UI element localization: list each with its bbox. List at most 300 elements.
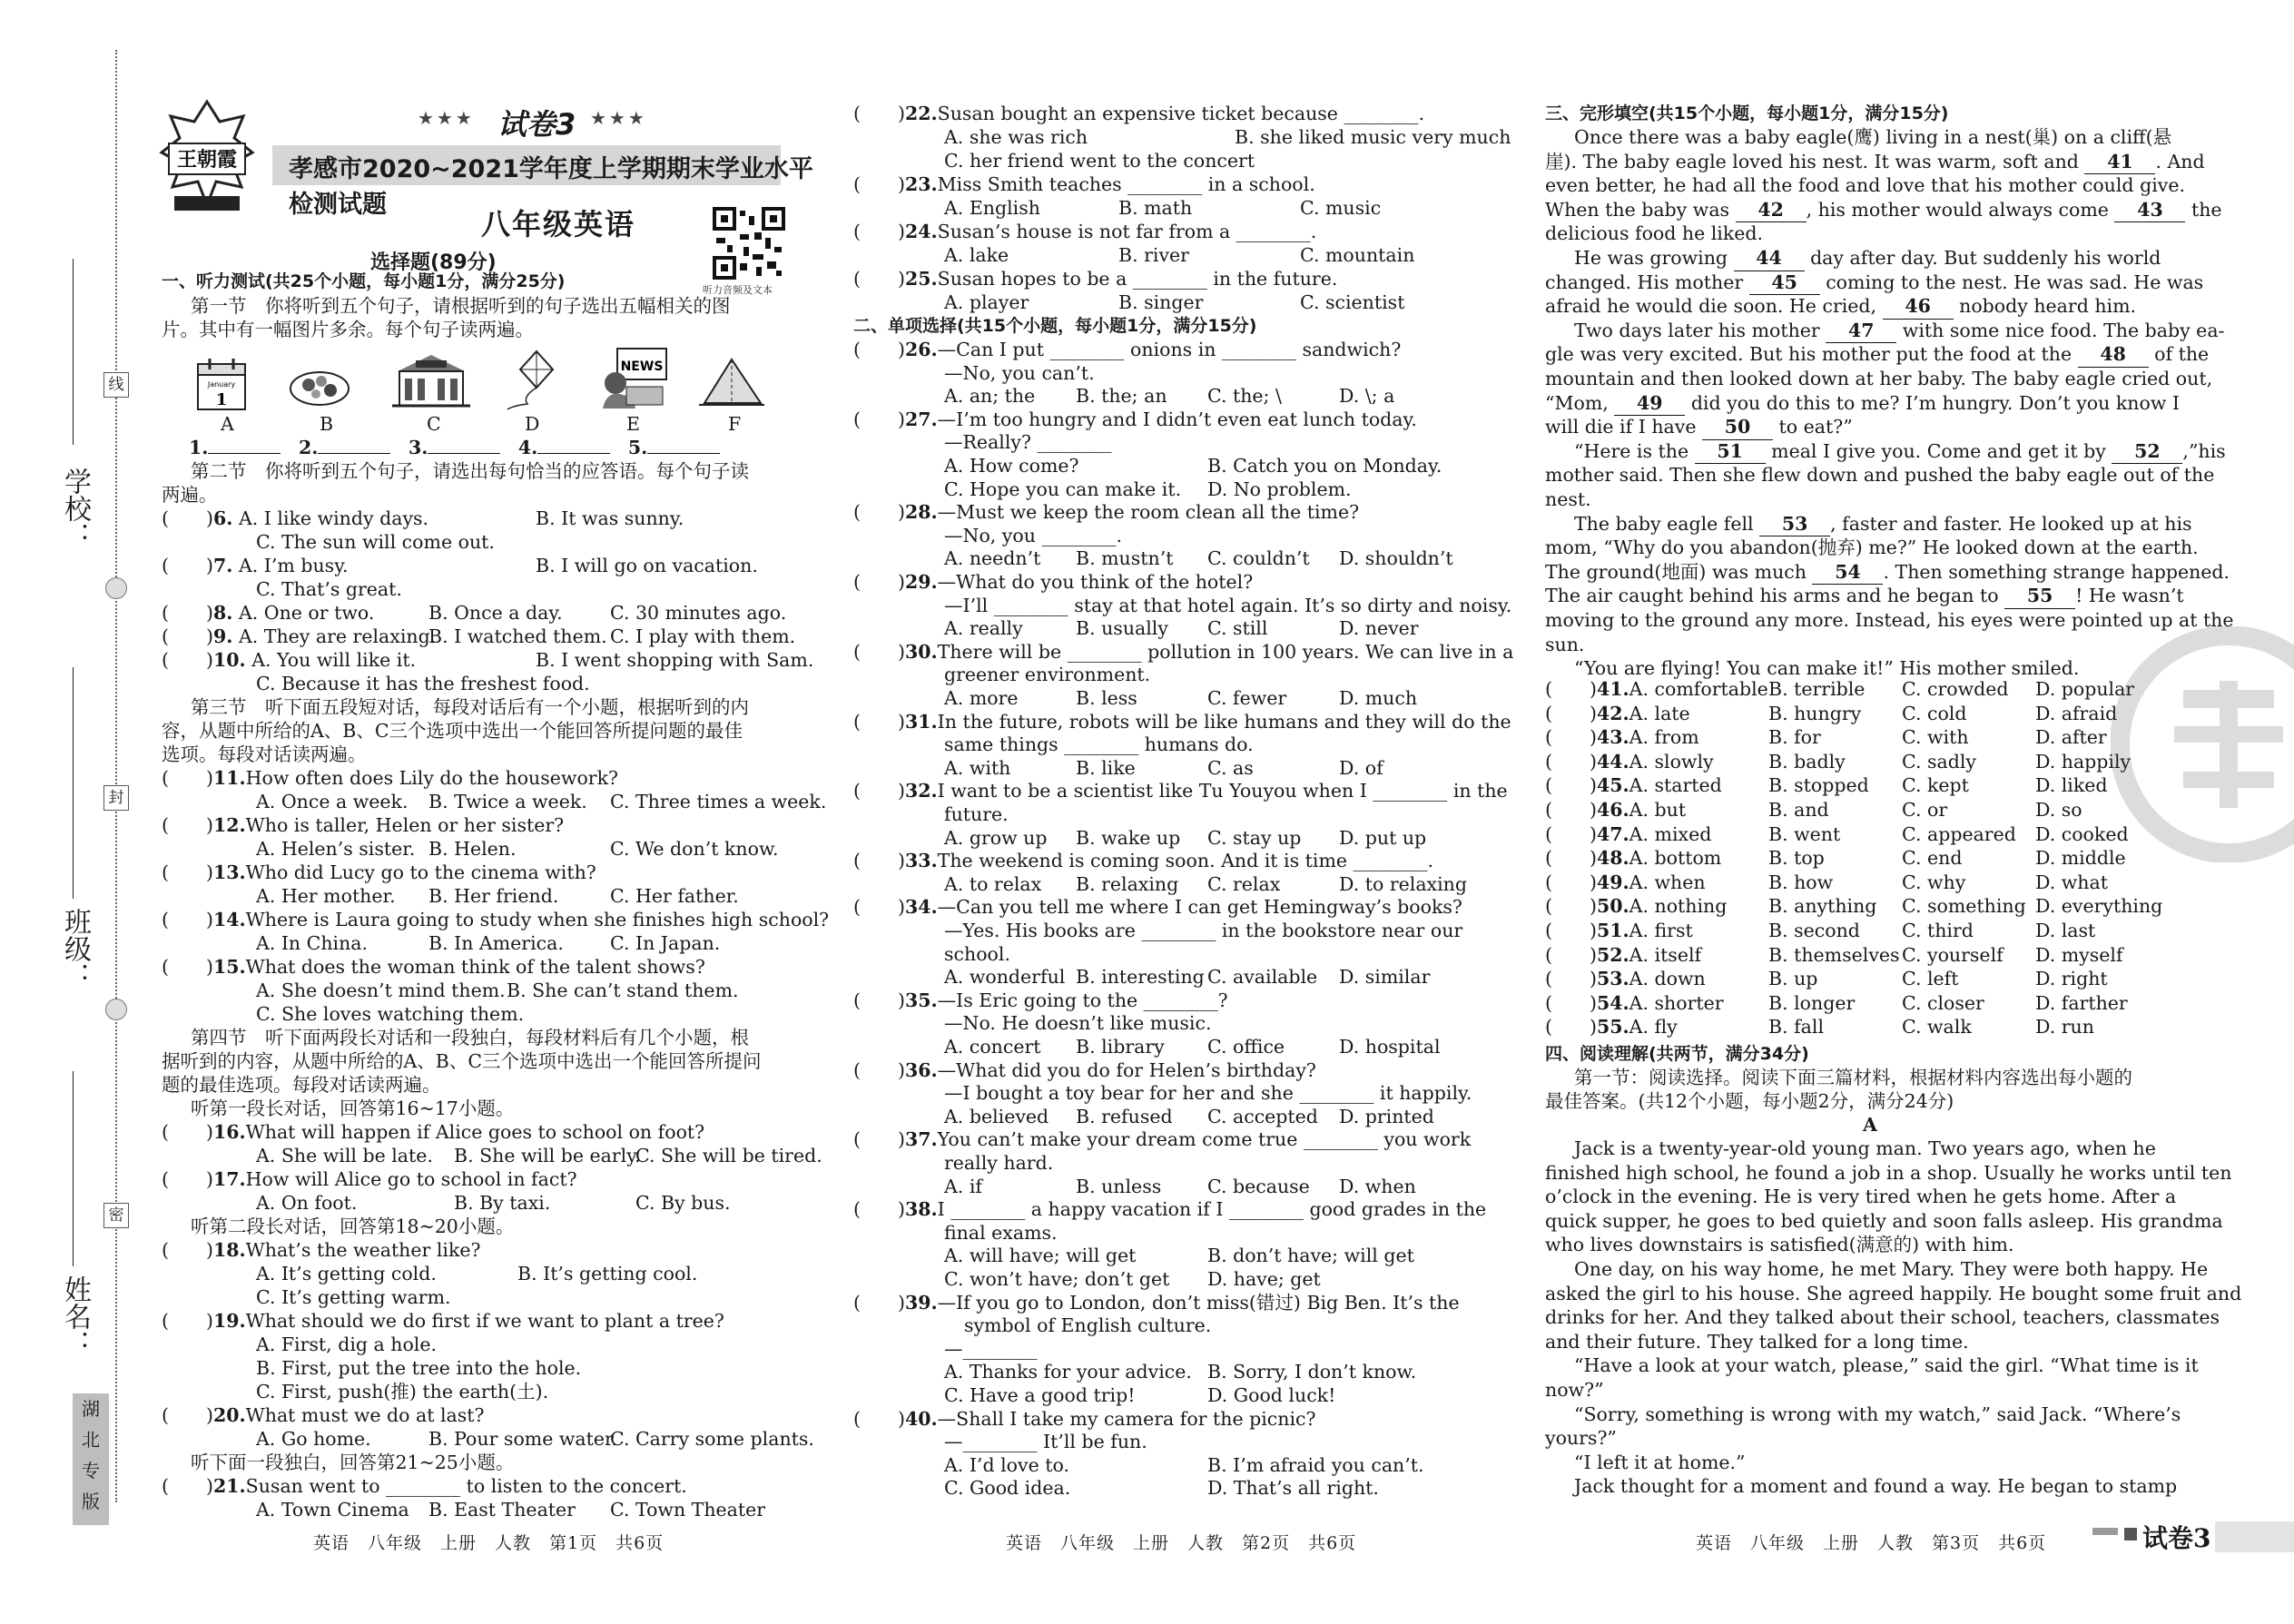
q30-option-c[interactable]: C. fewer [1207, 687, 1287, 709]
cloze-blank-53[interactable]: 53 [1759, 513, 1830, 537]
q16-option-c[interactable]: C. She will be tired. [635, 1145, 822, 1166]
cloze-q46-option-b[interactable]: B. and [1768, 799, 1829, 821]
cloze-line: delicious food he liked. [1545, 222, 1764, 245]
q20-option-b[interactable]: B. Pour some water. [428, 1428, 618, 1450]
q38-option-a[interactable]: A. will have; will get [944, 1245, 1137, 1267]
q32-option-c[interactable]: C. stay up [1207, 826, 1302, 849]
q35-option-d[interactable]: D. hospital [1339, 1036, 1441, 1058]
cloze-q41-option-b[interactable]: B. terrible [1768, 678, 1866, 700]
sec2-intro-2: 两遍。 [162, 484, 218, 506]
answer-blank[interactable] [318, 453, 390, 454]
q26-option-c[interactable]: C. the; \ [1207, 385, 1282, 408]
cloze-q43-option-c[interactable]: C. with [1902, 726, 1969, 749]
cloze-question-42: ( )42.A. late [1545, 702, 1690, 724]
cloze-q51-option-c[interactable]: C. third [1902, 920, 1974, 941]
q9-option-c[interactable]: C. I play with them. [610, 625, 796, 647]
footer-grey-bar [2215, 1521, 2294, 1552]
q8-option-c[interactable]: C. 30 minutes ago. [610, 602, 787, 624]
name-field[interactable] [73, 1071, 74, 1266]
binding-strip [0, 0, 124, 1624]
cloze-line: The ground(地面) was much 54 . Then something strange happened. [1545, 561, 2230, 586]
binding-hole-icon [105, 577, 127, 599]
q7-option-b[interactable]: B. I will go on vacation. [536, 555, 758, 576]
question-36-line: —I bought a toy bear for her and she ________ it happily. [944, 1082, 1472, 1105]
q29-option-c[interactable]: C. still [1207, 617, 1268, 640]
q13-option-a[interactable]: A. Her mother. [256, 885, 396, 907]
q13-option-c[interactable]: C. Her father. [610, 885, 739, 907]
pic-letter-f: F [728, 413, 742, 435]
cloze-q41-option-d[interactable]: D. popular [2035, 678, 2135, 700]
q24-option-b[interactable]: B. river [1118, 244, 1189, 266]
q20-option-a[interactable]: A. Go home. [256, 1428, 371, 1450]
q18-option-a[interactable]: A. It’s getting cold. [256, 1263, 437, 1284]
brand-logo [156, 98, 258, 223]
passage-line: drinks for her. And they talked about their school, teachers, classmates [1545, 1306, 2220, 1329]
question-19: ( )19.What should we do first if we want to plant a tree? [162, 1310, 724, 1332]
cloze-q46-option-c[interactable]: C. or [1902, 799, 1948, 821]
cloze-blank-41[interactable]: 41 [2084, 151, 2155, 175]
part4-intro-2: 最佳答案。(共12个小题，每小题2分，满分24分) [1545, 1090, 1954, 1112]
q16-option-a[interactable]: A. She will be late. [256, 1145, 433, 1166]
paper-number: 试卷3 [497, 107, 576, 142]
monologue-note: 听下面一段独白，回答第21~25小题。 [191, 1452, 515, 1473]
cloze-q43-option-d[interactable]: D. after [2035, 726, 2107, 749]
question-35-line: —No. He doesn’t like music. [944, 1012, 1212, 1035]
q31-option-b[interactable]: B. like [1076, 756, 1136, 779]
cloze-blank-46[interactable]: 46 [1883, 295, 1954, 320]
cloze-question-52: ( )52.A. itself [1545, 943, 1702, 966]
q22-option-b[interactable]: B. she liked music very much [1235, 126, 1511, 148]
q32-option-b[interactable]: B. wake up [1076, 826, 1181, 849]
pic-letter-b: B [320, 413, 334, 435]
cloze-question-53: ( )53.A. down [1545, 968, 1706, 990]
cloze-q44-option-b[interactable]: B. badly [1768, 750, 1846, 773]
q15-option-a[interactable]: A. She doesn’t mind them. [256, 979, 506, 1001]
question-6: ( )6. A. I like windy days. [162, 507, 429, 529]
cloze-q48-option-d[interactable]: D. middle [2035, 847, 2126, 870]
q12-option-b[interactable]: B. Helen. [428, 838, 517, 860]
question-36: ( )36.—What did you do for Helen’s birthday? [853, 1058, 1316, 1081]
q38-option-d[interactable]: D. have; get [1207, 1268, 1321, 1290]
question-40: ( )40.—Shall I take my camera for the picnic? [853, 1407, 1316, 1430]
q24-option-a[interactable]: A. lake [944, 244, 1009, 266]
cloze-blank-47[interactable]: 47 [1826, 320, 1896, 344]
cloze-line: “You are flying! You can make it!” His mother smiled. [1574, 657, 2080, 680]
q21-option-b[interactable]: B. East Theater [428, 1499, 576, 1521]
q23-option-b[interactable]: B. math [1118, 197, 1193, 219]
q28-option-c[interactable]: C. couldn’t [1207, 547, 1310, 570]
q32-option-a[interactable]: A. grow up [944, 826, 1048, 849]
q21-option-c[interactable]: C. Town Theater [610, 1499, 766, 1521]
q14-option-b[interactable]: B. In America. [428, 932, 564, 954]
cloze-q55-option-c[interactable]: C. walk [1902, 1016, 1972, 1038]
question-39-line: —________ [944, 1337, 1038, 1360]
q15-option-c[interactable]: C. She loves watching them. [256, 1003, 525, 1025]
cloze-line: The air caught behind his arms and he began to 55 ! He wasn’t [1545, 585, 2184, 609]
footer-page-1: 英语 八年级 上册 人教 第1页 共6页 [313, 1533, 665, 1553]
cloze-question-51: ( )51.A. first [1545, 920, 1693, 941]
svg-text:王朝霞: 王朝霞 [176, 148, 238, 172]
cloze-q42-option-c[interactable]: C. cold [1902, 702, 1967, 724]
q16-option-b[interactable]: B. She will be early. [454, 1145, 641, 1166]
q32-option-d[interactable]: D. put up [1339, 826, 1427, 849]
cloze-question-45: ( )45.A. started [1545, 774, 1722, 797]
q35-option-a[interactable]: A. concert [944, 1036, 1041, 1058]
cloze-q46-option-d[interactable]: D. so [2035, 799, 2082, 821]
cloze-q47-option-d[interactable]: D. cooked [2035, 822, 2129, 845]
question-29-line: —I’ll ________ stay at that hotel again. It’s so dirty and noisy. [944, 594, 1512, 616]
cloze-question-55: ( )55.A. fly [1545, 1016, 1678, 1038]
cloze-q50-option-b[interactable]: B. anything [1768, 895, 1877, 918]
cloze-blank-42[interactable]: 42 [1736, 199, 1807, 223]
passage-line: “Have a look at your watch, please,” said the girl. “What time is it [1574, 1354, 2199, 1377]
cloze-q48-option-b[interactable]: B. top [1768, 847, 1825, 870]
question-33: ( )33.The weekend is coming soon. And it is time ________. [853, 850, 1434, 872]
cloze-blank-51[interactable]: 51 [1695, 440, 1766, 465]
passage-line: o’clock in the evening. He is very tired when he gets home. After a [1545, 1186, 2177, 1208]
q9-option-b[interactable]: B. I watched them. [428, 625, 607, 647]
cloze-line: Once there was a baby eagle(鹰) living in a nest(巢) on a cliff(悬 [1574, 126, 2172, 148]
q39-option-d[interactable]: D. Good luck! [1207, 1384, 1336, 1406]
q17-option-a[interactable]: A. On foot. [256, 1192, 358, 1214]
cloze-q50-option-c[interactable]: C. something [1902, 895, 2026, 918]
q18-option-c[interactable]: C. It’s getting warm. [256, 1286, 451, 1308]
q33-option-b[interactable]: B. relaxing [1076, 872, 1179, 895]
class-label: 班级： [59, 908, 91, 989]
cloze-blank-50[interactable]: 50 [1702, 416, 1773, 440]
sec3-intro-1: 第三节 听下面五段短对话，每段对话后有一个小题，根据听到的内 [191, 696, 749, 718]
q40-option-c[interactable]: C. Good idea. [944, 1477, 1071, 1500]
q39-option-c[interactable]: C. Have a good trip! [944, 1384, 1136, 1406]
cloze-q50-option-d[interactable]: D. everything [2035, 895, 2163, 918]
cloze-q54-option-b[interactable]: B. longer [1768, 991, 1856, 1014]
pic-letter-e: E [626, 413, 640, 435]
subject-title: 八年级英语 [481, 207, 636, 241]
passage-line: asked the girl to his house. She agreed happily. He bought some fruit and [1545, 1282, 2242, 1304]
cloze-line: will die if I have 50 to eat?” [1545, 416, 1853, 440]
q26-option-d[interactable]: D. \; a [1339, 385, 1395, 408]
cloze-blank-54[interactable]: 54 [1812, 561, 1883, 586]
q39-option-b[interactable]: B. Sorry, I don’t know. [1207, 1361, 1417, 1383]
qr-caption: 听力音频及文本 [703, 284, 773, 296]
q40-option-b[interactable]: B. I’m afraid you can’t. [1207, 1453, 1424, 1476]
q31-option-a[interactable]: A. with [944, 756, 1011, 779]
cloze-question-43: ( )43.A. from [1545, 726, 1699, 749]
q34-option-a[interactable]: A. wonderful [944, 966, 1066, 989]
cloze-q42-option-d[interactable]: D. afraid [2035, 702, 2118, 724]
answer-blank[interactable] [537, 453, 610, 454]
part4-title: 四、阅读理解(共两节，满分34分) [1545, 1044, 1809, 1064]
q22-option-c[interactable]: C. her friend went to the concert [944, 150, 1255, 172]
cloze-q47-option-b[interactable]: B. went [1768, 822, 1841, 845]
newspaper-picture [599, 347, 668, 410]
cloze-q52-option-b[interactable]: B. themselves [1768, 943, 1900, 966]
question-34: ( )34.—Can you tell me where I can get Hemingway’s books? [853, 896, 1462, 919]
footer-deco [2124, 1528, 2137, 1540]
q27-option-b[interactable]: B. Catch you on Monday. [1207, 455, 1442, 477]
sec4-intro-1: 第四节 听下面两段长对话和一段独白，每段材料后有几个小题，根 [191, 1027, 749, 1048]
q11-option-c[interactable]: C. Three times a week. [610, 791, 827, 812]
cloze-q55-option-d[interactable]: D. run [2035, 1016, 2094, 1038]
cloze-blank-49[interactable]: 49 [1614, 392, 1685, 417]
q36-option-b[interactable]: B. refused [1076, 1105, 1173, 1127]
question-11: ( )11.How often does Lily do the housework? [162, 767, 619, 789]
q37-option-a[interactable]: A. if [944, 1175, 982, 1197]
question-27-line: —Really? ________ [944, 431, 1112, 454]
q37-option-d[interactable]: D. when [1339, 1175, 1416, 1197]
q11-option-a[interactable]: A. Once a week. [256, 791, 409, 812]
q11-option-b[interactable]: B. Twice a week. [428, 791, 587, 812]
cloze-q49-option-c[interactable]: C. why [1902, 871, 1966, 893]
dialogue-2-note: 听第二段长对话，回答第18~20小题。 [191, 1216, 515, 1237]
part4-intro-1: 第一节：阅读选择。阅读下面三篇材料，根据材料内容选出每小题的 [1574, 1067, 2132, 1088]
q37-option-b[interactable]: B. unless [1076, 1175, 1162, 1197]
svg-text:NEWS: NEWS [620, 359, 664, 374]
q23-option-a[interactable]: A. English [944, 197, 1040, 219]
cloze-question-50: ( )50.A. nothing [1545, 895, 1728, 918]
cloze-q41-option-c[interactable]: C. crowded [1902, 678, 2009, 700]
q22-option-a[interactable]: A. she was rich [944, 126, 1088, 148]
cloze-question-44: ( )44.A. slowly [1545, 750, 1714, 773]
cloze-q48-option-c[interactable]: C. end [1902, 847, 1963, 870]
cloze-blank-52[interactable]: 52 [2112, 440, 2182, 465]
cloze-blank-44[interactable]: 44 [1734, 247, 1805, 271]
q38-option-c[interactable]: C. won’t have; don’t get [944, 1268, 1170, 1290]
cloze-question-54: ( )54.A. shorter [1545, 991, 1724, 1014]
pic-letter-d: D [525, 413, 540, 435]
province-badge: 湖 北 专 版 [73, 1393, 109, 1525]
cloze-q53-option-c[interactable]: C. left [1902, 968, 1959, 990]
q10-option-b[interactable]: B. I went shopping with Sam. [536, 649, 814, 671]
q29-option-b[interactable]: B. usually [1076, 617, 1168, 640]
cloze-q49-option-b[interactable]: B. how [1768, 871, 1834, 893]
question-29: ( )29.—What do you think of the hotel? [853, 571, 1254, 593]
question-32: ( )32.I want to be a scientist like Tu Youyou when I ________ in the [853, 780, 1508, 802]
question-26: ( )26.—Can I put ________ onions in ________ sandwich? [853, 339, 1402, 360]
passage-line: finished high school, he found a job in a shop. Usually he works until ten [1545, 1161, 2232, 1184]
q40-option-a[interactable]: A. I’d love to. [944, 1453, 1069, 1476]
q27-option-c[interactable]: C. Hope you can make it. [944, 477, 1182, 500]
answer-blank[interactable] [208, 453, 281, 454]
seal-dotted-line [115, 50, 117, 1502]
q34-option-b[interactable]: B. interesting [1076, 966, 1205, 989]
food-plate-picture [289, 361, 350, 408]
school-field[interactable] [73, 259, 74, 445]
seal-char-3: 密 [103, 1203, 129, 1228]
paper-stars-left: ★★★ [418, 107, 475, 129]
q14-option-c[interactable]: C. In Japan. [610, 932, 721, 954]
q25-option-c[interactable]: C. scientist [1300, 291, 1405, 313]
cloze-q44-option-c[interactable]: C. sadly [1902, 750, 1976, 773]
q12-option-a[interactable]: A. Helen’s sister. [256, 838, 416, 860]
seal-watermark-icon [2111, 626, 2294, 862]
q24-option-c[interactable]: C. mountain [1300, 244, 1415, 266]
q36-option-d[interactable]: D. printed [1339, 1105, 1434, 1127]
cloze-q53-option-b[interactable]: B. up [1768, 968, 1818, 990]
cloze-blank-48[interactable]: 48 [2078, 343, 2149, 368]
q30-option-d[interactable]: D. much [1339, 687, 1418, 709]
q38-option-b[interactable]: B. don’t have; will get [1207, 1245, 1414, 1267]
sec3-intro-2: 容，从题中所给的A、B、C三个选项中选出一个能回答所提问题的最佳 [162, 720, 743, 742]
sec4-intro-2: 据听到的内容，从题中所给的A、B、C三个选项中选出一个能回答所提问 [162, 1050, 762, 1072]
cloze-q49-option-d[interactable]: D. what [2035, 871, 2108, 893]
q28-option-d[interactable]: D. shouldn’t [1339, 547, 1453, 570]
question-35: ( )35.—Is Eric going to the ________? [853, 989, 1228, 1011]
cloze-line: Two days later his mother 47 with some nice food. The baby ea- [1574, 320, 2224, 344]
q31-option-d[interactable]: D. of [1339, 756, 1383, 779]
q33-option-a[interactable]: A. to relax [944, 872, 1042, 895]
question-21: ( )21.Susan went to ________ to listen to the concert. [162, 1475, 687, 1497]
question-39: ( )39.—If you go to London, don’t miss(错过) Big Ben. It’s the [853, 1291, 1460, 1314]
exam-title: 孝感市2020~2021学年度上学期期末学业水平检测试题 [289, 155, 813, 219]
passage-line: and their future. They talked for a long time. [1545, 1330, 1969, 1353]
q29-option-a[interactable]: A. really [944, 617, 1023, 640]
part3-title: 三、完形填空(共15个小题，每小题1分，满分15分) [1545, 103, 1949, 123]
name-label: 姓名： [59, 1275, 91, 1357]
cloze-line: The baby eagle fell 53 , faster and faster. He looked up at his [1574, 513, 2192, 537]
cloze-q43-option-b[interactable]: B. for [1768, 726, 1821, 749]
q13-option-b[interactable]: B. Her friend. [428, 885, 559, 907]
cloze-line: even better, he had all the food and love that his mother could give. [1545, 174, 2185, 197]
q27-option-a[interactable]: A. How come? [944, 455, 1079, 477]
question-23: ( )23.Miss Smith teaches ________ in a school. [853, 173, 1315, 195]
q28-option-b[interactable]: B. mustn’t [1076, 547, 1174, 570]
q29-option-d[interactable]: D. never [1339, 617, 1419, 640]
q34-option-d[interactable]: D. similar [1339, 966, 1431, 989]
q25-option-b[interactable]: B. singer [1118, 291, 1204, 313]
answer-blank[interactable] [647, 453, 720, 454]
q23-option-c[interactable]: C. music [1300, 197, 1382, 219]
brand-logo-icon [156, 98, 258, 223]
q35-option-b[interactable]: B. library [1076, 1036, 1165, 1058]
question-16: ( )16.What will happen if Alice goes to school on foot? [162, 1121, 705, 1143]
q39-option-a[interactable]: A. Thanks for your advice. [944, 1361, 1192, 1383]
seal-char-1: 线 [103, 372, 129, 398]
question-30: ( )30.There will be ________ pollution in 100 years. We can live in a [853, 640, 1514, 663]
sec1-intro-1: 第一节 你将听到五个句子，请根据听到的句子选出五幅相关的图 [191, 295, 731, 317]
qr-code-icon[interactable] [713, 207, 785, 280]
passage-line: now?” [1545, 1379, 1604, 1401]
q26-option-a[interactable]: A. an; the [944, 385, 1036, 408]
seal-char-2: 封 [103, 785, 129, 811]
q31-option-c[interactable]: C. as [1207, 756, 1254, 779]
question-17: ( )17.How will Alice go to school in fact? [162, 1168, 577, 1190]
cloze-q47-option-c[interactable]: C. appeared [1902, 822, 2016, 845]
question-26-line: —No, you can’t. [944, 361, 1095, 384]
q27-option-d[interactable]: D. No problem. [1207, 477, 1352, 500]
q19-option-c[interactable]: C. First, push(推) the earth(土). [256, 1381, 549, 1403]
q40-option-d[interactable]: D. That’s all right. [1207, 1477, 1379, 1500]
cloze-line: afraid he would die soon. He cried, 46 nobody heard him. [1545, 295, 2136, 320]
cloze-question-41: ( )41.A. comfortable [1545, 678, 1768, 700]
cloze-q45-option-d[interactable]: D. liked [2035, 774, 2108, 797]
cloze-q54-option-c[interactable]: C. closer [1902, 991, 1984, 1014]
q28-option-a[interactable]: A. needn’t [944, 547, 1041, 570]
q25-option-a[interactable]: A. player [944, 291, 1029, 313]
q36-option-a[interactable]: A. believed [944, 1105, 1049, 1127]
q34-option-c[interactable]: C. available [1207, 966, 1318, 989]
cloze-question-49: ( )49.A. when [1545, 871, 1706, 893]
cloze-q52-option-d[interactable]: D. myself [2035, 943, 2123, 966]
q21-option-a[interactable]: A. Town Cinema [256, 1499, 409, 1521]
cloze-q51-option-d[interactable]: D. last [2035, 920, 2096, 941]
cloze-q53-option-d[interactable]: D. right [2035, 968, 2108, 990]
q18-option-b[interactable]: B. It’s getting cool. [517, 1263, 698, 1284]
q20-option-c[interactable]: C. Carry some plants. [610, 1428, 814, 1450]
q33-option-c[interactable]: C. relax [1207, 872, 1281, 895]
kite-picture [504, 349, 558, 411]
q19-option-b[interactable]: B. First, put the tree into the hole. [256, 1357, 582, 1379]
sec3-intro-3: 选项。每段对话读两遍。 [162, 743, 367, 765]
q26-option-b[interactable]: B. the; an [1076, 385, 1167, 408]
footer-page-3: 英语 八年级 上册 人教 第3页 共6页 [1696, 1533, 2047, 1553]
answer-blank[interactable] [428, 453, 500, 454]
cloze-q42-option-b[interactable]: B. hungry [1768, 702, 1862, 724]
tent-picture [697, 354, 766, 408]
q35-option-c[interactable]: C. office [1207, 1036, 1285, 1058]
question-9: ( )9. A. They are relaxing. [162, 625, 437, 647]
q7-option-c[interactable]: C. That’s great. [256, 578, 402, 600]
question-31: ( )31.In the future, robots will be like humans and they will do the [853, 710, 1511, 733]
paper-stars-right: ★★★ [590, 107, 647, 129]
class-field[interactable] [73, 667, 74, 899]
cloze-blank-45[interactable]: 45 [1749, 271, 1820, 296]
q6-option-c[interactable]: C. The sun will come out. [256, 531, 495, 553]
question-32-line: future. [944, 803, 1009, 825]
cloze-line: mother said. Then she flew down and pushed the baby eagle out of the [1545, 464, 2215, 487]
q19-option-a[interactable]: A. First, dig a hole. [256, 1334, 438, 1355]
q36-option-c[interactable]: C. accepted [1207, 1105, 1318, 1127]
cloze-q45-option-c[interactable]: C. kept [1902, 774, 1969, 797]
cloze-q52-option-c[interactable]: C. yourself [1902, 943, 2004, 966]
cloze-q45-option-b[interactable]: B. stopped [1768, 774, 1869, 797]
cloze-q51-option-b[interactable]: B. second [1768, 920, 1860, 941]
cloze-line: sun. [1545, 633, 1585, 655]
q37-option-c[interactable]: C. because [1207, 1175, 1310, 1197]
passage-line: quick supper, he goes to bed quietly and soon falls asleep. His grandma [1545, 1209, 2223, 1232]
q15-option-b[interactable]: B. She can’t stand them. [507, 979, 739, 1001]
question-28-line: —No, you ________. [944, 524, 1122, 546]
question-24: ( )24.Susan’s house is not far from a ________. [853, 221, 1317, 242]
footer-paper-badge: 试卷3 [2142, 1523, 2211, 1553]
question-18: ( )18.What’s the weather like? [162, 1239, 481, 1261]
pic-letter-a: A [221, 413, 234, 435]
cloze-line: gle was very excited. But his mother put the food at the 48 of the [1545, 343, 2209, 368]
section-title: 选择题(89分) [370, 251, 497, 274]
q30-option-a[interactable]: A. more [944, 687, 1019, 709]
binding-hole-icon [105, 999, 127, 1020]
q6-option-b[interactable]: B. It was sunny. [536, 507, 684, 529]
q8-option-b[interactable]: B. Once a day. [428, 602, 563, 624]
cloze-blank-43[interactable]: 43 [2114, 199, 2185, 223]
question-34-line: school. [944, 942, 1010, 965]
calendar-picture [195, 357, 248, 409]
cloze-q44-option-d[interactable]: D. happily [2035, 750, 2132, 773]
cloze-q54-option-d[interactable]: D. farther [2035, 991, 2128, 1014]
question-7: ( )7. A. I’m busy. [162, 555, 349, 576]
q30-option-b[interactable]: B. less [1076, 687, 1137, 709]
q33-option-d[interactable]: D. to relaxing [1339, 872, 1467, 895]
q17-option-c[interactable]: C. By bus. [635, 1192, 731, 1214]
q12-option-c[interactable]: C. We don’t know. [610, 838, 779, 860]
q10-option-c[interactable]: C. Because it has the freshest food. [256, 673, 590, 694]
q17-option-b[interactable]: B. By taxi. [454, 1192, 551, 1214]
dialogue-1-note: 听第一段长对话，回答第16~17小题。 [191, 1097, 515, 1119]
cloze-q55-option-b[interactable]: B. fall [1768, 1016, 1825, 1038]
cloze-blank-55[interactable]: 55 [2004, 585, 2075, 609]
q14-option-a[interactable]: A. In China. [256, 932, 369, 954]
svg-text:January: January [207, 380, 236, 389]
